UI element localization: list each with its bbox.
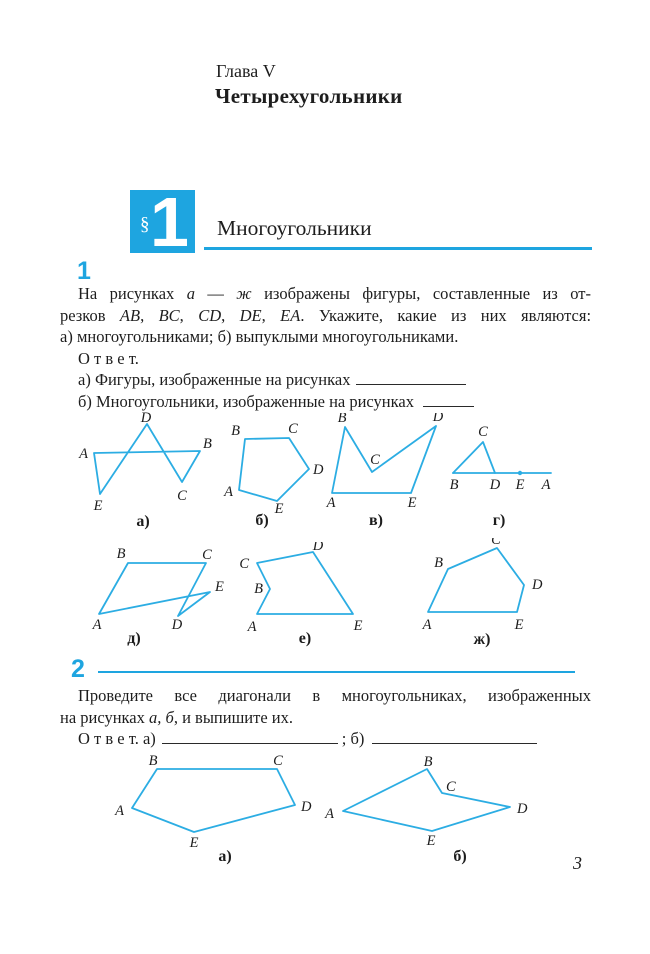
figure-1a — [72, 412, 222, 539]
vertex-label: D — [517, 801, 528, 817]
math-italic-text: DE — [239, 305, 262, 325]
figure-2zh — [420, 538, 550, 655]
figure-2d — [86, 548, 234, 655]
body-text: изображены фигуры, составленные из от- — [251, 284, 591, 303]
figure-caption: б) — [453, 848, 467, 865]
math-italic-text: а, б — [149, 707, 174, 727]
figure-caption: д) — [127, 630, 141, 647]
vertex-label: E — [189, 835, 199, 851]
figure-outline — [132, 769, 295, 832]
math-italic-text: AB — [119, 305, 141, 325]
vertex-label: C — [446, 779, 456, 795]
page-number: 3 — [573, 853, 582, 873]
answer-b-label: б) Многоугольники, изображенные на рисунках — [78, 391, 414, 411]
figure-outline — [257, 552, 353, 614]
answer-a-label: а) Фигуры, изображенные на рисунках — [78, 370, 351, 389]
vertex-label: C — [478, 424, 488, 440]
figure-2e — [236, 542, 376, 653]
vertex-label: D — [301, 799, 312, 815]
vertex-label: C — [239, 556, 249, 572]
vertex-label: D — [489, 477, 501, 493]
figure-outline — [99, 563, 210, 616]
vertex-label: B — [148, 755, 158, 769]
problem-1-text-line-1 — [60, 283, 591, 305]
math-italic-text: BC — [158, 305, 180, 325]
body-text: резков — [60, 305, 120, 325]
vertex-label: C — [177, 488, 187, 504]
problem-1-text-line-2 — [60, 305, 591, 327]
problem-2-text-line-1 — [60, 685, 591, 707]
answer-blank-2b[interactable] — [372, 730, 537, 744]
vertex-label: A — [541, 477, 551, 493]
problem-1-answer-line-a — [60, 369, 591, 391]
figure-caption: е) — [298, 630, 312, 647]
vertex-label: E — [353, 618, 363, 634]
vertex-label: C — [491, 538, 501, 548]
problem-1-body — [60, 283, 591, 412]
problem-2-body — [60, 685, 591, 750]
paragraph-sign: § — [140, 214, 150, 235]
figure-outline — [453, 442, 495, 473]
vertex-label: C — [202, 548, 212, 563]
figure-outline — [343, 769, 510, 831]
vertex-label: D — [171, 617, 183, 633]
math-italic-text: EA — [280, 305, 301, 325]
figure-p2-b — [322, 755, 540, 872]
vertex-label: B — [434, 555, 443, 571]
figure-outline — [94, 424, 200, 494]
vertex-label: B — [254, 581, 263, 597]
math-italic-text: ж — [236, 284, 252, 303]
vertex-label: C — [273, 755, 283, 769]
math-italic-text: а — [186, 284, 195, 303]
body-text: , — [179, 305, 199, 325]
problem-1-answer-line-b — [60, 391, 591, 413]
problem-2-rule — [98, 671, 575, 673]
vertex-label: A — [224, 484, 233, 500]
figure-caption: г) — [492, 512, 506, 529]
body-text: , — [221, 305, 240, 325]
problem-2-answer-line — [60, 728, 591, 750]
vertex-label: D — [312, 542, 324, 554]
vertex-label: D — [432, 413, 444, 425]
body-text: — — [194, 284, 237, 303]
vertex-label: E — [426, 833, 436, 849]
figure-caption: а) — [136, 513, 150, 530]
section-number: 1 — [150, 183, 189, 261]
answer-blank-b[interactable] — [423, 393, 474, 407]
figure-p2-a — [110, 755, 315, 872]
section-number-box — [130, 183, 195, 261]
body-text: , — [261, 305, 281, 325]
answer-separator: ; б) — [341, 729, 365, 748]
section-title: Многоугольники — [217, 216, 372, 240]
vertex-label: A — [325, 806, 334, 822]
answer-blank-a[interactable] — [356, 371, 466, 385]
chapter-title: Четырехугольники — [215, 84, 403, 108]
vertex-label: B — [116, 548, 126, 562]
vertex-label: B — [423, 755, 433, 770]
chapter-label: Глава V — [216, 61, 276, 81]
vertex-label: C — [370, 452, 380, 468]
figure-1v — [322, 413, 452, 536]
section-rule — [204, 247, 592, 250]
vertex-label: E — [514, 617, 524, 633]
vertex-label: A — [422, 617, 432, 633]
figure-outline — [239, 438, 309, 501]
figure-caption: а) — [218, 848, 232, 865]
problem-1-number: 1 — [77, 257, 91, 285]
body-text: на рисунках — [60, 707, 150, 727]
vertex-label: B — [203, 436, 212, 452]
vertex-label: B — [449, 477, 459, 493]
vertex-label: E — [515, 477, 525, 493]
body-text: а) многоугольниками; б) выпуклыми многоугольниками. — [60, 327, 459, 346]
vertex-label: A — [247, 619, 257, 635]
body-text: Проведите все диагонали в многоугольниках, изображенных — [78, 686, 591, 705]
vertex-label: D — [313, 462, 324, 478]
figure-1b — [222, 420, 328, 537]
vertex-label: D — [532, 577, 543, 593]
figure-outline — [332, 426, 436, 493]
vertex-label: B — [337, 413, 347, 426]
problem-2-text-line-2 — [60, 707, 591, 729]
math-italic-text: CD — [198, 305, 222, 325]
figure-caption: б) — [255, 512, 269, 529]
answer-blank-2a[interactable] — [162, 730, 338, 744]
body-text: На рисунках — [78, 284, 187, 303]
vertex-label: E — [93, 498, 103, 514]
answer-prefix: О т в е т. а) — [78, 729, 156, 748]
vertex-label: A — [115, 803, 124, 819]
figure-caption: в) — [369, 512, 383, 529]
problem-1-answer-heading: О т в е т. — [78, 348, 139, 368]
vertex-label: C — [288, 421, 298, 437]
vertex-label: E — [407, 495, 417, 511]
vertex-label: B — [231, 423, 240, 439]
vertex-label: E — [274, 501, 284, 517]
vertex-label: A — [92, 617, 102, 633]
body-text: , и выпишите их. — [173, 707, 293, 727]
vertex-label: E — [215, 579, 224, 595]
problem-2-number: 2 — [71, 655, 85, 683]
body-text: , — [140, 305, 159, 325]
problem-1-text-line-3 — [60, 326, 591, 348]
vertex-label: A — [326, 495, 336, 511]
figure-1g — [447, 413, 559, 536]
figure-caption: ж) — [473, 631, 491, 648]
point-marker — [518, 471, 522, 475]
body-text: . Укажите, какие из них являются: — [300, 305, 592, 325]
vertex-label: D — [140, 412, 152, 426]
vertex-label: A — [79, 446, 88, 462]
